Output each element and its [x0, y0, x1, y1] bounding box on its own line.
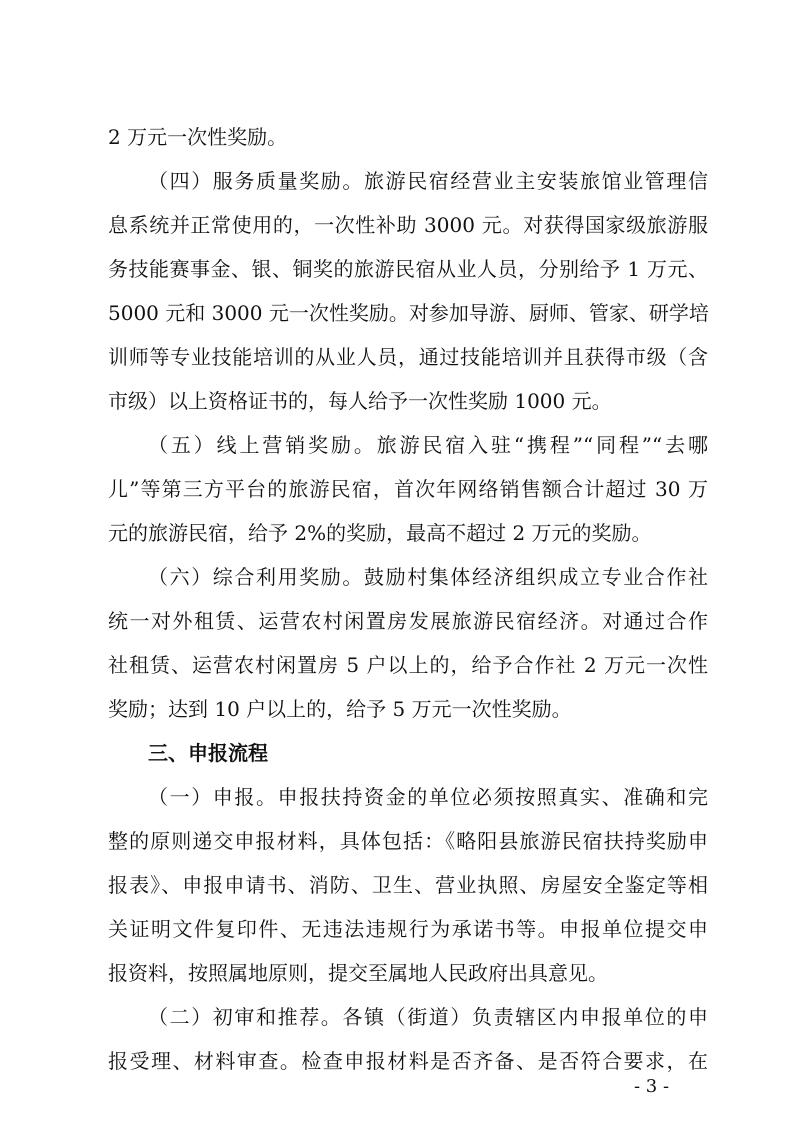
- text-line: 奖励；达到 10 户以上的，给予 5 万元一次性奖励。: [108, 697, 572, 721]
- text-line: 2 万元一次性奖励。: [108, 125, 288, 149]
- paragraph-4-line: （四）服务质量奖励。旅游民宿经营业主安装旅馆业管理信: [148, 169, 708, 193]
- text-line: 报资料，按照属地原则，提交至属地人民政府出具意见。: [108, 961, 608, 985]
- section-heading: 三、申报流程: [148, 741, 268, 765]
- text-line: 关证明文件复印件、无违法违规行为承诺书等。申报单位提交申: [108, 917, 708, 941]
- text-line: 务技能赛事金、银、铜奖的旅游民宿从业人员，分别给予 1 万元、: [108, 257, 708, 281]
- text-line: 5000 元和 3000 元一次性奖励。对参加导游、厨师、管家、研学培: [108, 301, 709, 325]
- paragraph-5-line: （五）线上营销奖励。旅游民宿入驻“携程”“同程”“去哪: [148, 433, 708, 457]
- text-line: 报受理、材料审查。检查申报材料是否齐备、是否符合要求，在: [108, 1049, 708, 1073]
- text-line: 统一对外租赁、运营农村闲置房发展旅游民宿经济。对通过合作: [108, 609, 708, 633]
- procedure-1-line: （一）申报。申报扶持资金的单位必须按照真实、准确和完: [148, 785, 708, 809]
- text-line: 整的原则递交申报材料，具体包括：《略阳县旅游民宿扶持奖励申: [108, 829, 708, 853]
- page-number: - 3 -: [634, 1076, 670, 1097]
- text-line: 训师等专业技能培训的从业人员，通过技能培训并且获得市级（含: [108, 345, 708, 369]
- text-line: 息系统并正常使用的，一次性补助 3000 元。对获得国家级旅游服: [108, 213, 708, 237]
- text-line: 报表》、申报申请书、消防、卫生、营业执照、房屋安全鉴定等相: [108, 873, 708, 897]
- paragraph-6-line: （六）综合利用奖励。鼓励村集体经济组织成立专业合作社: [148, 565, 708, 589]
- text-line: 市级）以上资格证书的，每人给予一次性奖励 1000 元。: [108, 389, 612, 413]
- text-line: 社租赁、运营农村闲置房 5 户以上的，给予合作社 2 万元一次性: [108, 653, 708, 677]
- procedure-2-line: （二）初审和推荐。各镇（街道）负责辖区内申报单位的申: [148, 1005, 708, 1029]
- text-line: 元的旅游民宿，给予 2%的奖励，最高不超过 2 万元的奖励。: [108, 521, 652, 545]
- text-line: 儿”等第三方平台的旅游民宿，首次年网络销售额合计超过 30 万: [108, 477, 708, 501]
